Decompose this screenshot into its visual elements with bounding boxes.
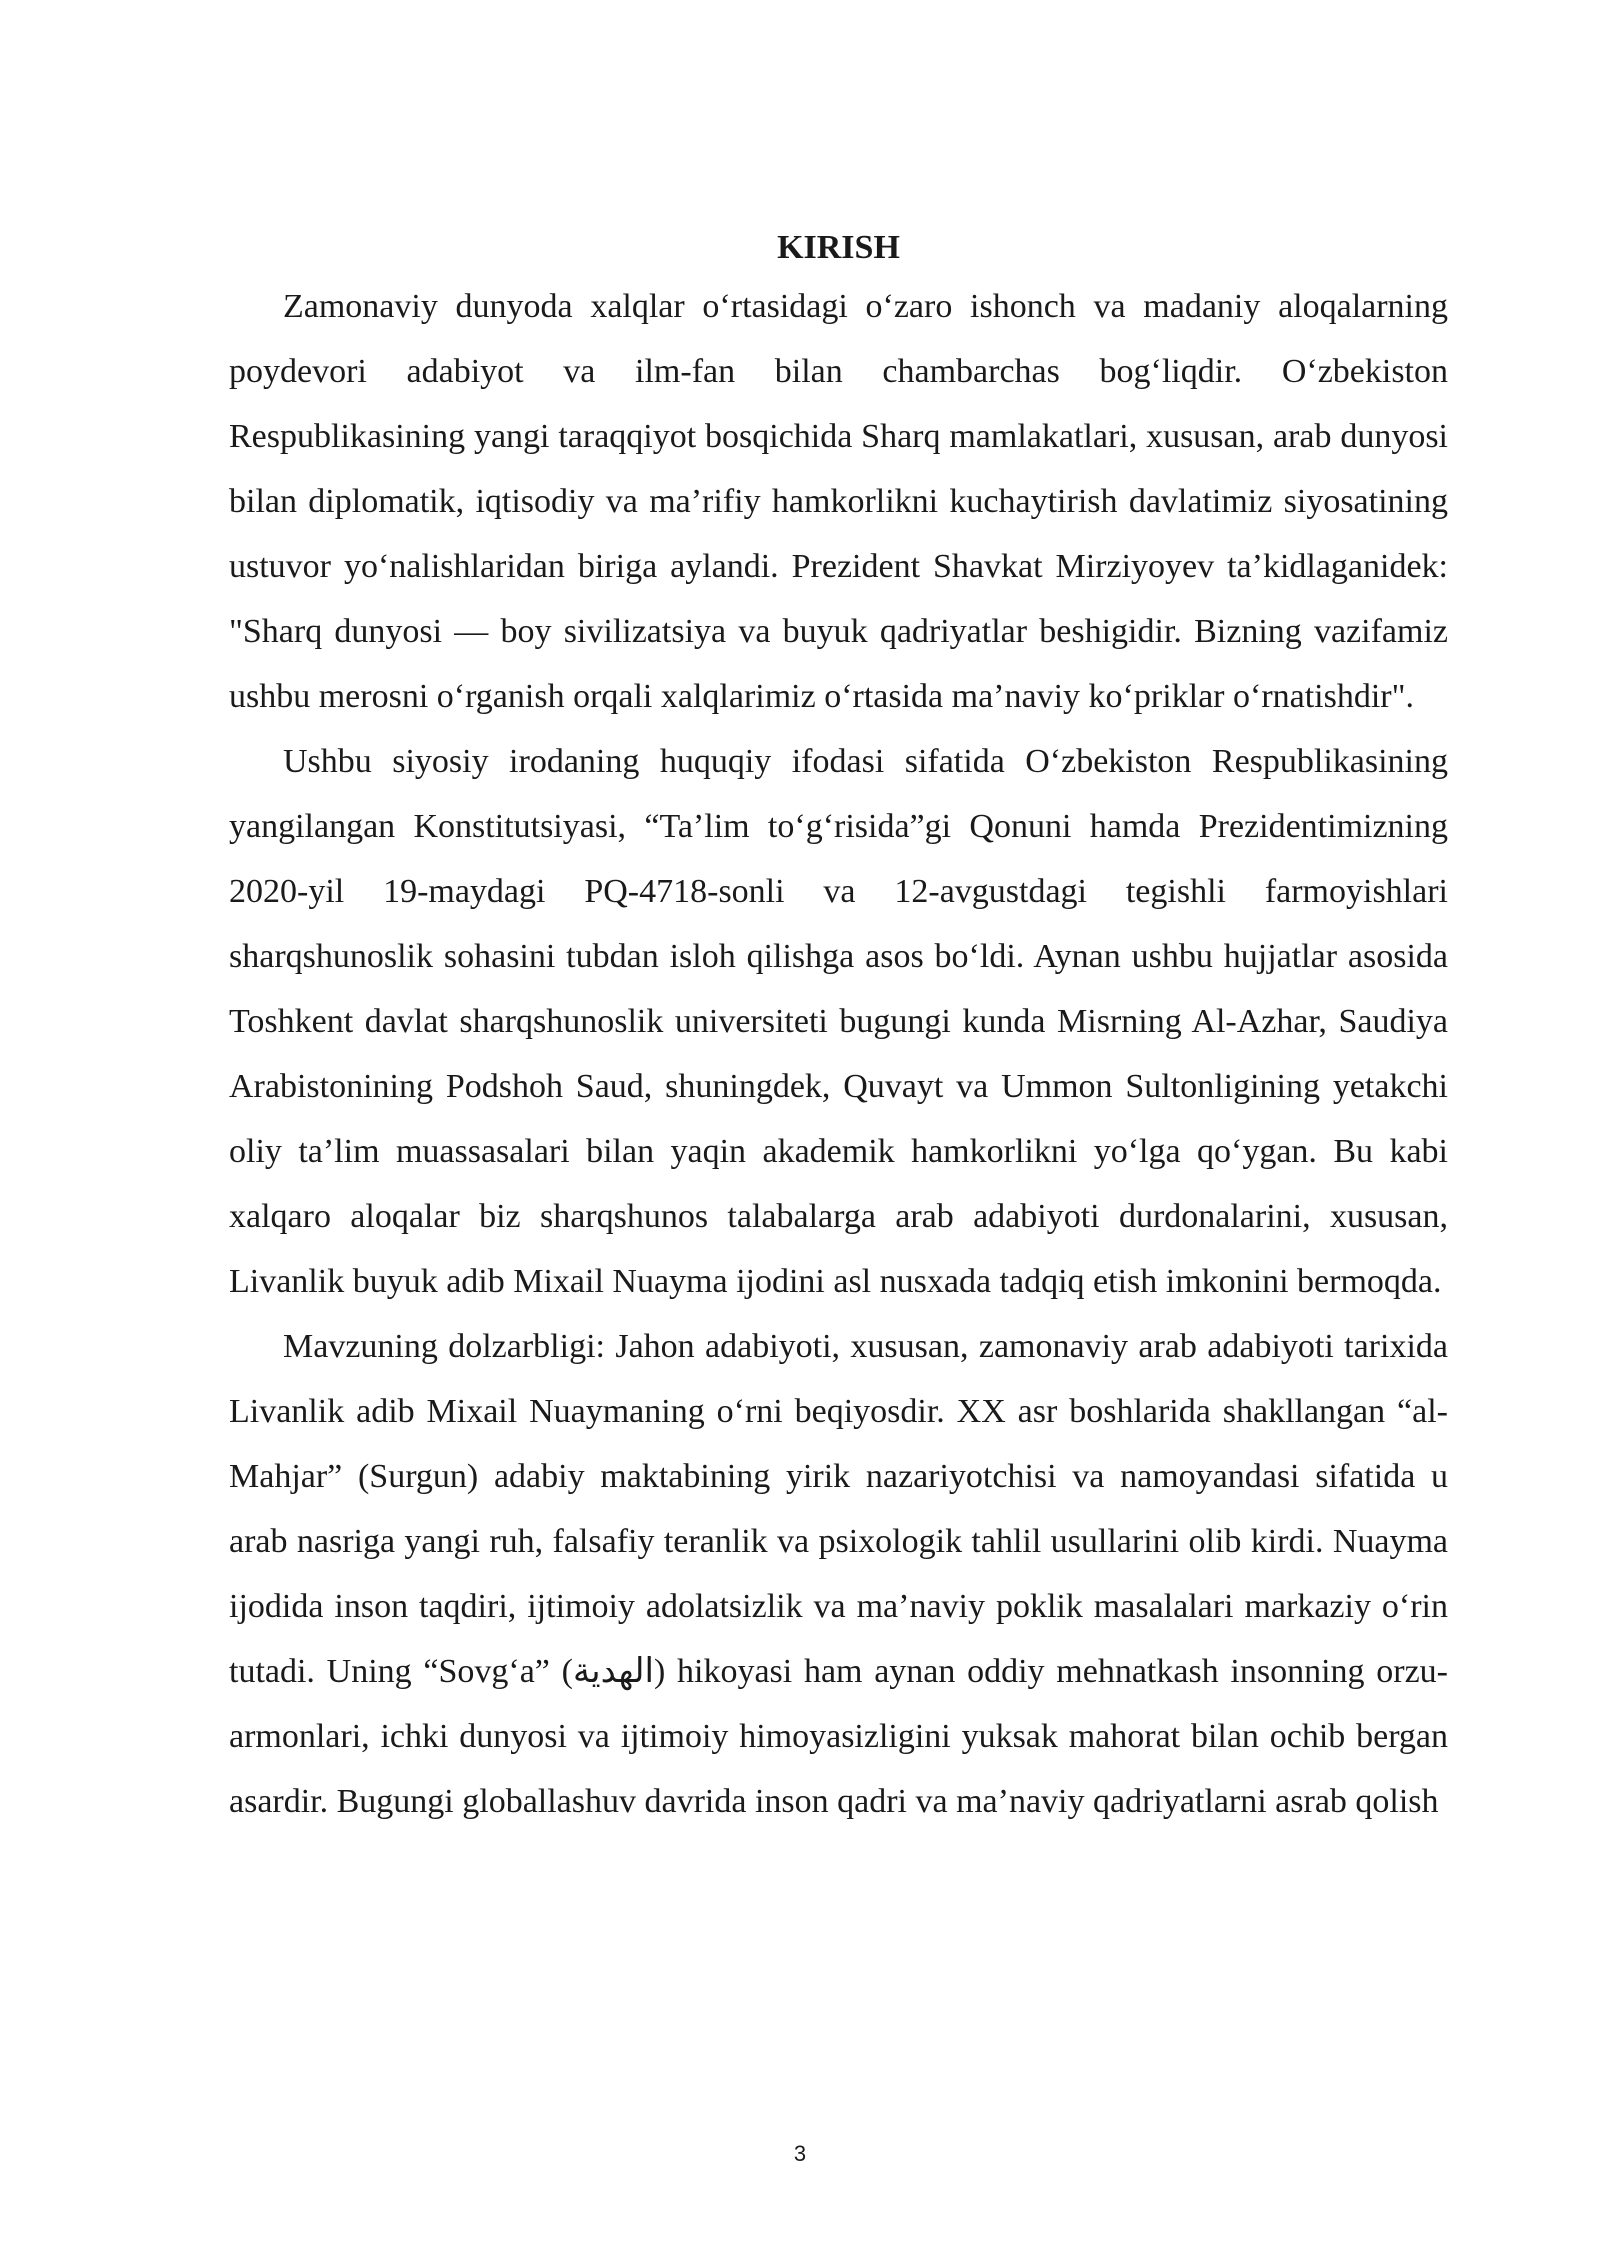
page-content [229, 222, 1448, 1834]
paragraph-3-text-end: ) hikoyasi ham aynan oddiy mehnatkash insonning orzu-armonlari, ichki dunyosi va ijtimoiy himoyasizligini yuksak mahorat bilan ochib bergan asardir. Bugungi globallashuv davrida inson qadri va ma’naviy qadriyatlarni asrab qolish [229, 1653, 1448, 1820]
page-number: 3 [793, 2141, 807, 2166]
section-heading: KIRISH [777, 229, 900, 266]
paragraph-3 [229, 1314, 1448, 1834]
paragraph-2: Ushbu siyosiy irodaning huquqiy ifodasi sifatida O‘zbekiston Respublikasining yangilangan Konstitutsiyasi, “Ta’lim to‘g‘risida”gi Qonuni hamda Prezidentimizning 2020-yil 19-maydagi PQ-4718-sonli va 12-avgustdagi tegishli farmoyishlari sharqshunoslik sohasini tubdan isloh qilishga asos bo‘ldi. Aynan ushbu hujjatlar asosida Toshkent davlat sharqshunoslik universiteti bugungi kunda Misrning Al-Azhar, Saudiya Arabistonining Podshoh Saud, shuningdek, Quvayt va Ummon Sultonligining yetakchi oliy ta’lim muassasalari bilan yaqin akademik hamkorlikni yo‘lga qo‘ygan. Bu kabi xalqaro aloqalar biz sharqshunos talabalarga arab adabiyoti durdonalarini, xususan, Livanlik buyuk adib Mixail Nuayma ijodini asl nusxada tadqiq etish imkonini bermoqda. [229, 743, 1448, 1300]
arabic-title: الهدية [572, 1651, 654, 1691]
paragraph-3-text-start: Mavzuning dolzarbligi: Jahon adabiyoti, xususan, zamonaviy arab adabiyoti tarixida Livanlik adib Mixail Nuaymaning o‘rni beqiyosdir. XX asr boshlarida shakllangan “al-Mahjar” (Surgun) adabiy maktabining yirik nazariyotchisi va namoyandasi sifatida u arab nasriga yangi ruh, falsafiy teranlik va psixologik tahlil usullarini olib kirdi. Nuayma ijodida inson taqdiri, ijtimoiy adolatsizlik va ma’naviy poklik masalalari markaziy o‘rin tutadi. Uning “Sovg‘a” ( [229, 1328, 1448, 1690]
paragraph-1: Zamonaviy dunyoda xalqlar o‘rtasidagi o‘zaro ishonch va madaniy aloqalarning poydevori adabiyot va ilm-fan bilan chambarchas bog‘liqdir. O‘zbekiston Respublikasining yangi taraqqiyot bosqichida Sharq mamlakatlari, xususan, arab dunyosi bilan diplomatik, iqtisodiy va ma’rifiy hamkorlikni kuchaytirish davlatimiz siyosatining ustuvor yo‘nalishlaridan biriga aylandi. Prezident Shavkat Mirziyoyev ta’kidlaganidek: "Sharq dunyosi — boy sivilizatsiya va buyuk qadriyatlar beshigidir. Bizning vazifamiz ushbu merosni o‘rganish orqali xalqlarimiz o‘rtasida ma’naviy ko‘priklar o‘rnatishdir". [229, 288, 1448, 715]
